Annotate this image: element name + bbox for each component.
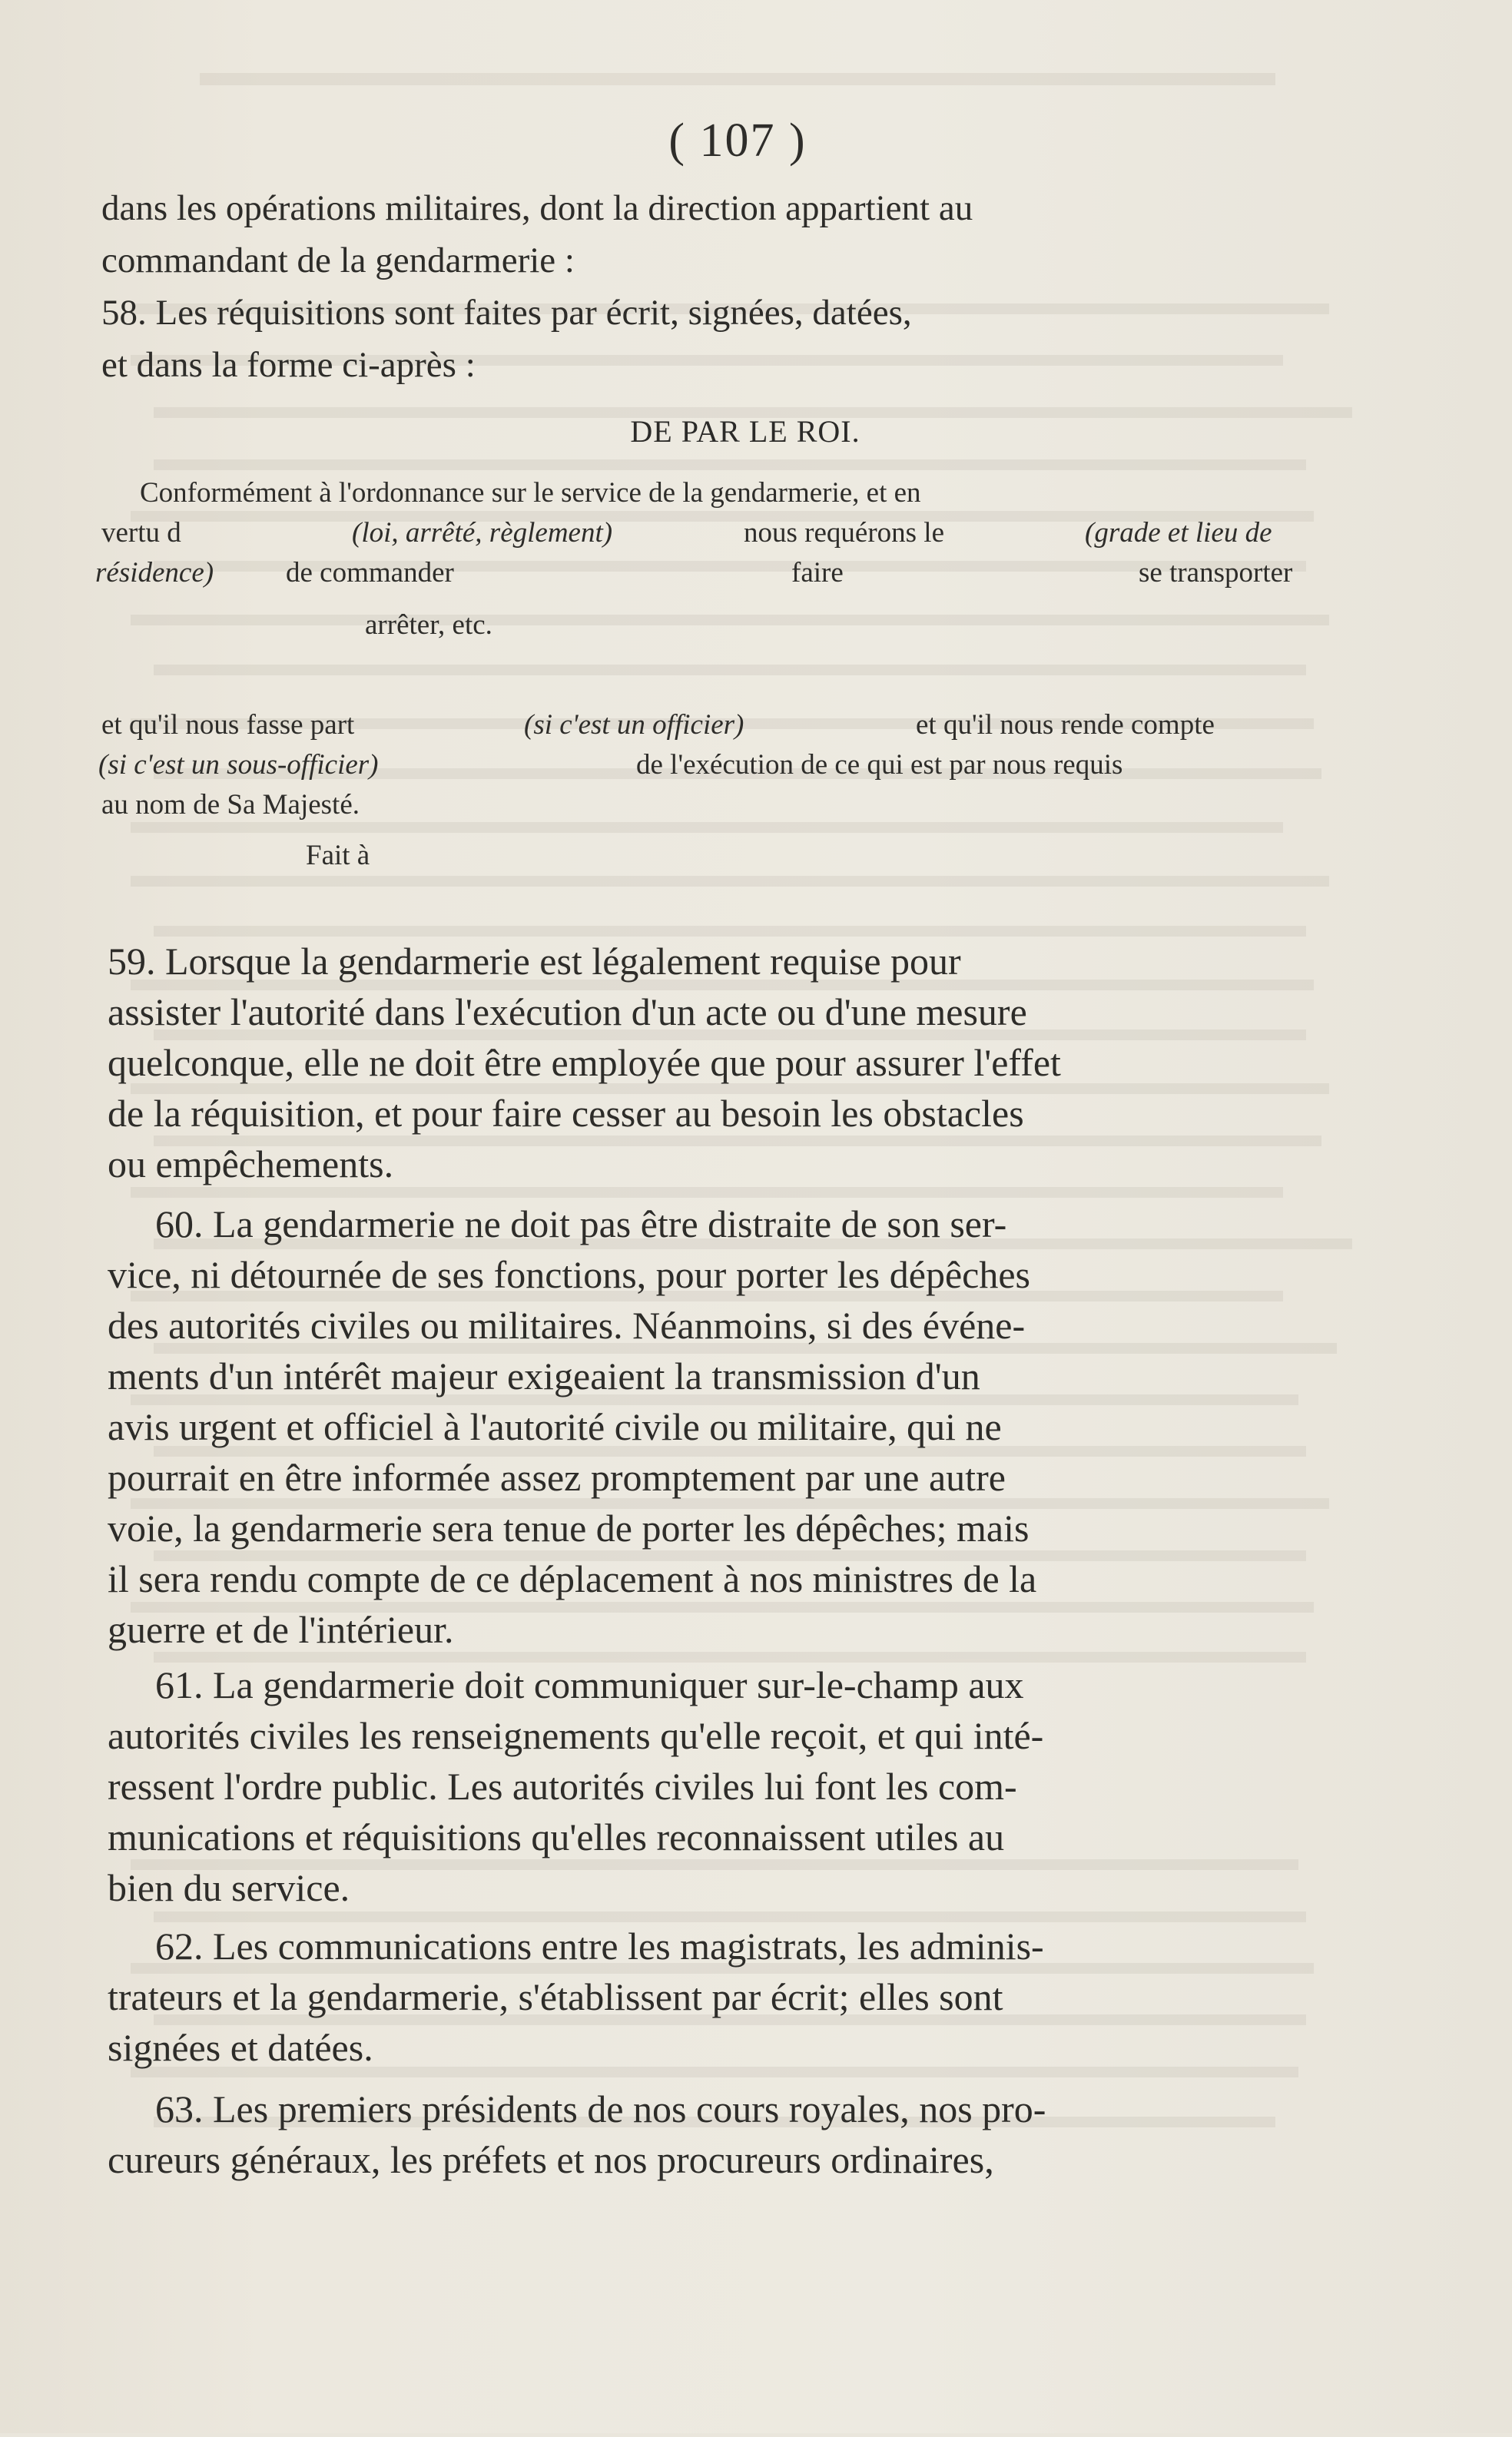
text-continuation (101, 182, 1369, 391)
article-63 (108, 2084, 1371, 2185)
text-line: voie, la gendarmerie sera tenue de porter les dépêches; mais (108, 1507, 1030, 1550)
form-line: Fait à (306, 840, 370, 871)
form-line-italic: (loi, arrêté, règlement) (352, 517, 613, 549)
form-line-italic: résidence) (95, 557, 214, 589)
form-line: et qu'il nous rende compte (916, 709, 1215, 741)
article-60 (108, 1199, 1371, 1655)
text-line: bien du service. (108, 1866, 350, 1909)
form-line: arrêter, etc. (365, 609, 492, 641)
form-line: se transporter (1139, 557, 1293, 589)
text-line: munications et réquisitions qu'elles reconnaissent utiles au (108, 1815, 1005, 1858)
text-line: guerre et de l'intérieur. (108, 1608, 454, 1651)
page-number: ( 107 ) (668, 114, 807, 167)
text-line: autorités civiles les renseignements qu'elle reçoit, et qui inté- (108, 1714, 1044, 1757)
text-line: 62. Les communications entre les magistrats, les adminis- (155, 1925, 1044, 1968)
article-62 (108, 1921, 1371, 2073)
text-line: assister l'autorité dans l'exécution d'un acte ou d'une mesure (108, 990, 1027, 1033)
article-59 (108, 936, 1371, 1189)
form-line: nous requérons le (744, 517, 944, 549)
form-line-italic: (grade et lieu de (1085, 517, 1272, 549)
text-line: signées et datées. (108, 2026, 373, 2069)
form-line-italic: (si c'est un sous-officier) (98, 749, 379, 781)
article-58-line: et dans la forme ci-après : (101, 345, 476, 385)
form-line: de commander (286, 557, 454, 589)
article-61 (108, 1659, 1371, 1913)
text-line: 60. La gendarmerie ne doit pas être distraite de son ser- (155, 1202, 1007, 1245)
text-line: avis urgent et officiel à l'autorité civile ou militaire, qui ne (108, 1405, 1002, 1448)
article-58-line: 58. Les réquisitions sont faites par écrit, signées, datées, (101, 293, 912, 333)
text-line: cureurs généraux, les préfets et nos procureurs ordinaires, (108, 2138, 994, 2181)
text-line: 61. La gendarmerie doit communiquer sur-le-champ aux (155, 1663, 1024, 1706)
form-line: faire (791, 557, 844, 589)
text-line: il sera rendu compte de ce déplacement à nos ministres de la (108, 1557, 1037, 1600)
text-line: ressent l'ordre public. Les autorités civiles lui font les com- (108, 1765, 1017, 1808)
text-line: vice, ni détournée de ses fonctions, pour porter les dépêches (108, 1253, 1030, 1296)
form-line: et qu'il nous fasse part (101, 709, 355, 741)
text-line: 63. Les premiers présidents de nos cours royales, nos pro- (155, 2087, 1046, 2130)
text-line: pourrait en être informée assez promptement par une autre (108, 1456, 1006, 1499)
text-line: de la réquisition, et pour faire cesser au besoin les obstacles (108, 1092, 1024, 1135)
text-line: des autorités civiles ou militaires. Néanmoins, si des événe- (108, 1304, 1026, 1347)
form-line: au nom de Sa Majesté. (101, 789, 360, 821)
text-line: quelconque, elle ne doit être employée que pour assurer l'effet (108, 1041, 1061, 1084)
form-line: vertu d (101, 517, 181, 549)
form-line: de l'exécution de ce qui est par nous requis (636, 749, 1123, 781)
text-line: ou empêchements. (108, 1142, 394, 1185)
form-line-italic: (si c'est un officier) (524, 709, 744, 741)
form-heading: DE PAR LE ROI. (630, 414, 860, 449)
text-line: ments d'un intérêt majeur exigeaient la transmission d'un (108, 1354, 980, 1398)
text-line: 59. Lorsque la gendarmerie est légalement requise pour (108, 940, 961, 983)
text-line: commandant de la gendarmerie : (101, 240, 575, 280)
form-line: Conformément à l'ordonnance sur le service de la gendarmerie, et en (140, 477, 921, 509)
text-line: trateurs et la gendarmerie, s'établissent par écrit; elles sont (108, 1975, 1003, 2018)
text-line: dans les opérations militaires, dont la direction appartient au (101, 188, 973, 228)
